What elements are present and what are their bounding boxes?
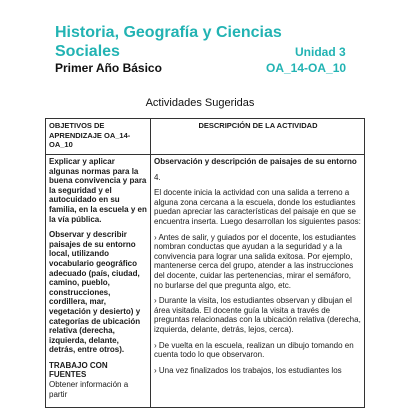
document-title-line1: Historia, Geografía y Ciencias <box>55 24 282 41</box>
section-title: Actividades Sugeridas <box>145 97 255 109</box>
skill-subheading: TRABAJO CON FUENTES <box>49 360 108 380</box>
oa-range-label: OA_14-OA_10 <box>266 61 347 75</box>
objectives-cell <box>49 157 147 399</box>
skill-paragraph: Obtener información a partir <box>49 380 129 399</box>
activity-step: › Antes de salir, y guiados por el docente, los estudiantes nombran conductas que ayudan a la seguridad y a la convivencia para lograr una salida exitosa. Por ejemplo, mantenerse cerca del grupo, atender a las instrucciones del docente, cuidar las pertenencias, mirar el semáforo, no burlarse del que pregunta algo, etc. <box>154 232 356 290</box>
table-header-objectives: OBJETIVOS DE APRENDIZAJE OA_14-OA_10 <box>49 121 131 149</box>
activity-step: › Una vez finalizados los trabajos, los estudiantes los <box>154 365 342 375</box>
header-divider <box>46 154 364 155</box>
objective-paragraph: Explicar y aplicar algunas normas para la buena convivencia y para la seguridad y el autocuidado en su familia, en la escuela y en la vía pública. <box>49 157 147 224</box>
grade-label: Primer Año Básico <box>55 61 162 75</box>
activity-number: 4. <box>154 172 161 182</box>
unit-label: Unidad 3 <box>295 45 346 59</box>
activity-step: › Durante la visita, los estudiantes observan y dibujan el área visitada. El docente guía la visita a través de preguntas relacionadas con la ubicación relativa (derecha, izquierda, delante, detrás, lejos, cerca). <box>154 296 361 334</box>
column-divider <box>150 119 151 407</box>
table-header-description: DESCRIPCIÓN DE LA ACTIVIDAD <box>198 121 318 130</box>
activity-step: › De vuelta en la escuela, realizan un dibujo tomando en cuenta todo lo que observaron. <box>154 340 354 360</box>
activities-table <box>45 118 365 408</box>
activity-title: Observación y descripción de paisajes de su entorno <box>154 157 357 166</box>
objective-paragraph: Observar y describir paisajes de su entorno local, utilizando vocabulario geográfico adecuado (país, ciudad, camino, pueblo, construcciones, cordillera, mar, vegetación y desierto) y categorías de ubicación relativa (derecha, izquierda, delante, detrás, entre otros). <box>49 230 141 355</box>
document-title-line2: Sociales <box>55 43 120 60</box>
activity-paragraph: El docente inicia la actividad con una salida a terreno a alguna zona cercana a la escuela, donde los estudiantes puedan apreciar las características del paisaje en que se encuentra inserta. Luego desarrollan los siguientes pasos: <box>154 188 361 226</box>
activity-description-cell <box>154 157 362 381</box>
